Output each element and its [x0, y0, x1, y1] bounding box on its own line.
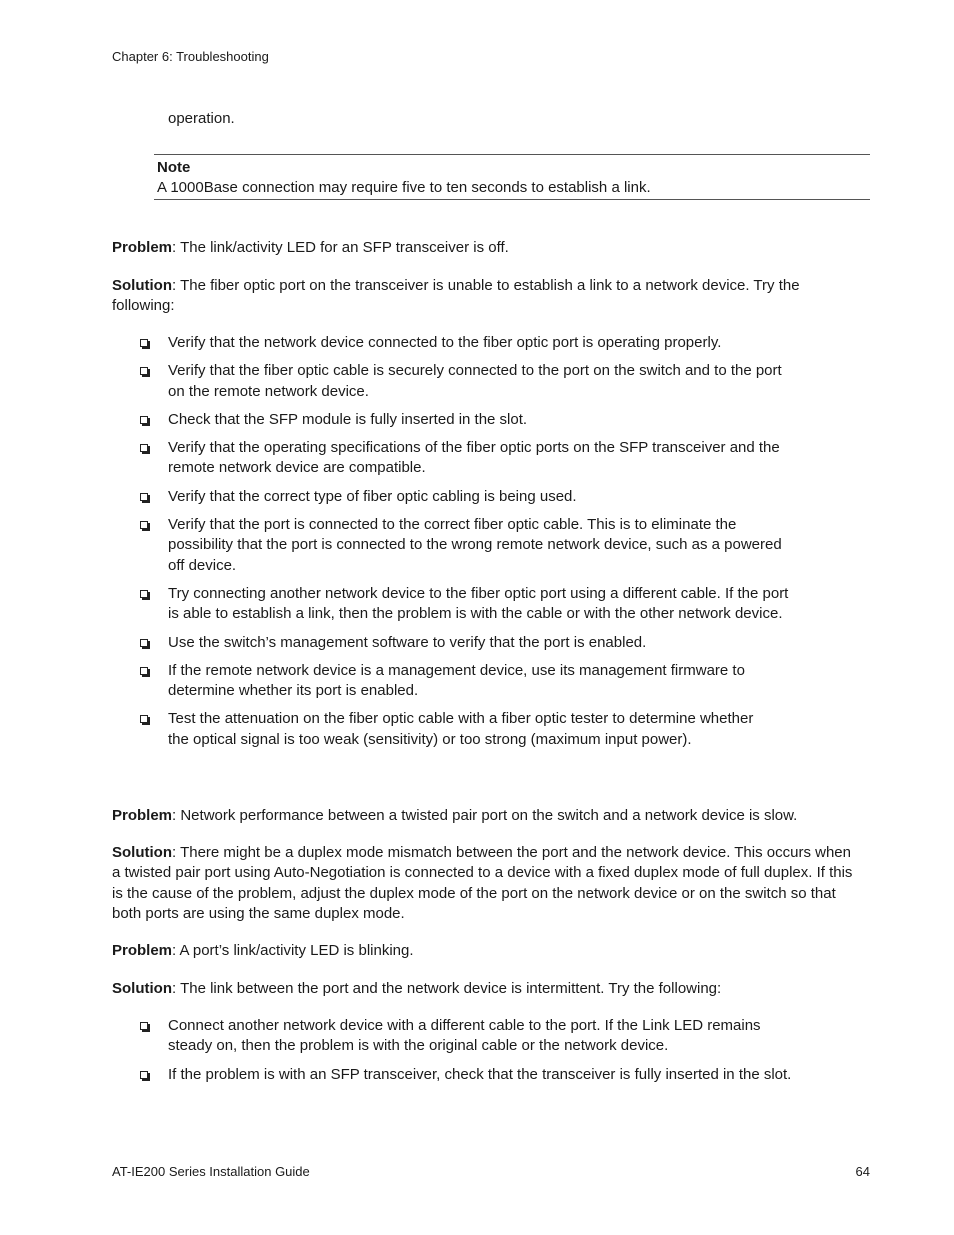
footer-title: AT-IE200 Series Installation Guide [112, 1164, 310, 1179]
note-text: A 1000Base connection may require five to ten seconds to establish a link. [157, 179, 651, 196]
solution-2 [112, 843, 862, 924]
problem-text: : The link/activity LED for an SFP transceiver is off. [172, 239, 509, 256]
checkbox-bullet-icon [140, 416, 148, 424]
chapter-header: Chapter 6: Troubleshooting [112, 49, 269, 64]
problem-2 [112, 806, 862, 826]
solution-3-list [140, 1016, 790, 1085]
note-title: Note [157, 159, 191, 176]
list-item: Try connecting another network device to the fiber optic port using a different cable. If the port is able to establish a link, then the problem is with the cable or with the other network device. [140, 584, 790, 625]
checkbox-bullet-icon [140, 493, 148, 501]
problem-label: Problem [112, 239, 173, 256]
list-item: Verify that the port is connected to the correct fiber optic cable. This is to eliminate the possibility that the port is connected to the wrong remote network device, such as a powered off device. [140, 515, 790, 576]
checkbox-bullet-icon [140, 444, 148, 452]
list-item: Verify that the operating specifications of the fiber optic ports on the SFP transceiver and the remote network device are compatible. [140, 438, 798, 479]
solution-3 [112, 979, 862, 999]
list-item: Verify that the correct type of fiber optic cabling is being used. [140, 487, 790, 507]
problem-1 [112, 238, 862, 258]
checkbox-bullet-icon [140, 521, 148, 529]
list-item: Test the attenuation on the fiber optic cable with a fiber optic tester to determine whether the optical signal is too weak (sensitivity) or too strong (maximum input power). [140, 709, 778, 750]
problem-text: : A port’s link/activity LED is blinking. [172, 942, 414, 959]
checkbox-bullet-icon [140, 339, 148, 347]
solution-label: Solution [112, 844, 172, 861]
list-item: Verify that the fiber optic cable is securely connected to the port on the switch and to the port on the remote network device. [140, 361, 798, 402]
solution-text: : The link between the port and the network device is intermittent. Try the following: [172, 980, 722, 997]
checkbox-bullet-icon [140, 667, 148, 675]
solution-text: : There might be a duplex mode mismatch between the port and the network device. This occurs when a twisted pair port using Auto-Negotiation is connected to a device with a fixed duplex mode of full duplex. If this is the cause of the problem, adjust the duplex mode of the port on the network device or on the switch so that both ports are using the same duplex mode. [112, 844, 853, 922]
checkbox-bullet-icon [140, 367, 148, 375]
list-item: Connect another network device with a different cable to the port. If the Link LED remains steady on, then the problem is with the original cable or the network device. [140, 1016, 798, 1057]
checkbox-bullet-icon [140, 1071, 148, 1079]
page-number: 64 [855, 1164, 870, 1179]
problem-label: Problem [112, 942, 173, 959]
continuation-text: operation. [168, 110, 235, 127]
solution-text: : The fiber optic port on the transceiver is unable to establish a link to a network device. Try the following: [112, 277, 800, 315]
checkbox-bullet-icon [140, 1022, 148, 1030]
list-item: If the remote network device is a management device, use its management firmware to determine whether its port is enabled. [140, 661, 790, 702]
solution-label: Solution [112, 277, 172, 294]
note-box [154, 154, 870, 200]
checkbox-bullet-icon [140, 715, 148, 723]
checkbox-bullet-icon [140, 590, 148, 598]
list-item: Use the switch’s management software to verify that the port is enabled. [140, 633, 790, 653]
solution-1 [112, 276, 862, 317]
checkbox-bullet-icon [140, 639, 148, 647]
list-item: If the problem is with an SFP transceiver, check that the transceiver is fully inserted in the slot. [140, 1065, 798, 1085]
problem-text: : Network performance between a twisted pair port on the switch and a network device is slow. [172, 807, 798, 824]
list-item: Verify that the network device connected to the fiber optic port is operating properly. [140, 333, 790, 353]
problem-label: Problem [112, 807, 173, 824]
solution-1-list [140, 333, 790, 750]
solution-label: Solution [112, 980, 172, 997]
list-item: Check that the SFP module is fully inserted in the slot. [140, 410, 790, 430]
problem-3 [112, 941, 862, 961]
